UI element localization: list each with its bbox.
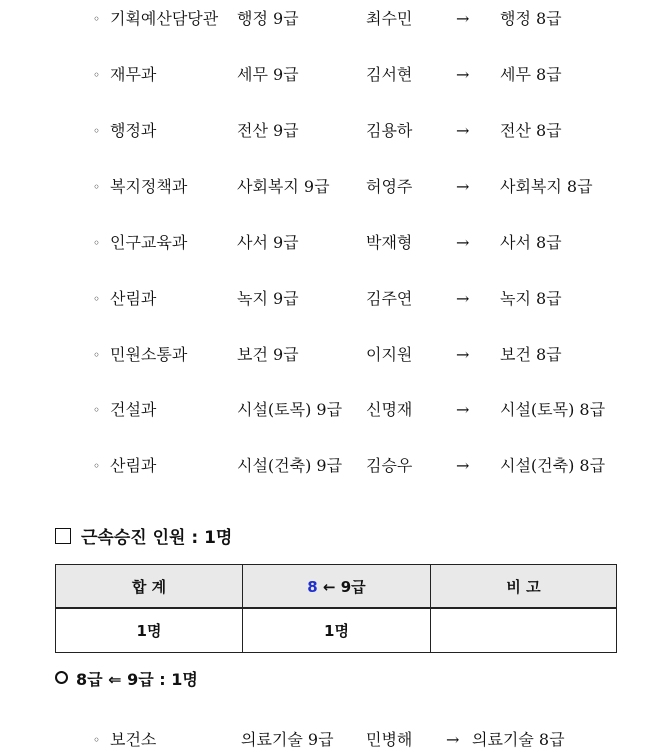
department: 인구교육과 <box>110 233 188 252</box>
bullet-icon: ◦ <box>93 459 101 473</box>
table-row <box>56 608 617 653</box>
department: 건설과 <box>110 400 157 419</box>
current-grade: 시설(토목) 9급 <box>237 400 343 419</box>
employee-name: 김주연 <box>366 289 413 308</box>
bullet-icon: ◦ <box>93 68 101 82</box>
cell-note <box>431 608 617 653</box>
new-grade: 시설(토목) 8급 <box>500 400 606 419</box>
arrow-right-icon: → <box>456 9 470 28</box>
arrow-right-icon: → <box>456 289 470 308</box>
new-grade: 세무 8급 <box>500 65 562 84</box>
employee-name: 최수민 <box>366 9 413 28</box>
circle-bullet-icon <box>55 671 68 684</box>
current-grade: 보건 9급 <box>237 345 299 364</box>
bullet-icon: ◦ <box>93 292 101 306</box>
department: 복지정책과 <box>110 177 188 196</box>
arrow-right-icon: → <box>456 456 470 475</box>
arrow-right-icon: → <box>456 177 470 196</box>
header-note: 비 고 <box>431 565 617 609</box>
table-header-row <box>56 565 617 609</box>
employee-name: 김서현 <box>366 65 413 84</box>
current-grade: 의료기술 9급 <box>241 730 334 749</box>
header-grade <box>243 565 431 609</box>
current-grade: 행정 9급 <box>237 9 299 28</box>
bullet-icon: ◦ <box>93 124 101 138</box>
current-grade: 사회복지 9급 <box>237 177 330 196</box>
employee-name: 이지원 <box>366 345 413 364</box>
new-grade: 의료기술 8급 <box>472 730 565 749</box>
arrow-right-icon: → <box>456 345 470 364</box>
employee-name: 박재형 <box>366 233 413 252</box>
bullet-icon: ◦ <box>93 12 101 26</box>
summary-table <box>55 564 617 653</box>
new-grade: 행정 8급 <box>500 9 562 28</box>
new-grade: 보건 8급 <box>500 345 562 364</box>
bullet-icon: ◦ <box>93 733 101 747</box>
arrow-right-icon: → <box>456 400 470 419</box>
header-total: 합 계 <box>56 565 243 609</box>
bullet-icon: ◦ <box>93 403 101 417</box>
new-grade: 사서 8급 <box>500 233 562 252</box>
bullet-icon: ◦ <box>93 236 101 250</box>
bullet-icon: ◦ <box>93 180 101 194</box>
arrow-right-icon: → <box>446 730 460 749</box>
department: 행정과 <box>110 121 157 140</box>
arrow-right-icon: → <box>456 121 470 140</box>
header-grade-highlight: 8 <box>307 577 318 596</box>
employee-name: 김승우 <box>366 456 413 475</box>
cell-total: 1명 <box>56 608 243 653</box>
current-grade: 전산 9급 <box>237 121 299 140</box>
section-heading <box>55 525 232 551</box>
department: 보건소 <box>110 730 157 749</box>
subsection-heading <box>55 667 198 693</box>
employee-name: 김용하 <box>366 121 413 140</box>
current-grade: 시설(건축) 9급 <box>237 456 343 475</box>
department: 민원소통과 <box>110 345 188 364</box>
new-grade: 시설(건축) 8급 <box>500 456 606 475</box>
arrow-right-icon: → <box>456 233 470 252</box>
department: 기획예산담당관 <box>110 9 219 28</box>
cell-grade: 1명 <box>243 608 431 653</box>
department: 산림과 <box>110 456 157 475</box>
department: 재무과 <box>110 65 157 84</box>
current-grade: 사서 9급 <box>237 233 299 252</box>
current-grade: 세무 9급 <box>237 65 299 84</box>
employee-name: 민병해 <box>366 730 413 749</box>
new-grade: 사회복지 8급 <box>500 177 593 196</box>
new-grade: 전산 8급 <box>500 121 562 140</box>
department: 산림과 <box>110 289 157 308</box>
checkbox-square-icon <box>55 528 71 544</box>
employee-name: 신명재 <box>366 400 413 419</box>
new-grade: 녹지 8급 <box>500 289 562 308</box>
current-grade: 녹지 9급 <box>237 289 299 308</box>
header-grade-rest: ← 9급 <box>317 577 366 596</box>
bullet-icon: ◦ <box>93 348 101 362</box>
arrow-right-icon: → <box>456 65 470 84</box>
subsection-heading-text: 8급 ⇐ 9급 : 1명 <box>76 670 198 689</box>
employee-name: 허영주 <box>366 177 413 196</box>
section-heading-text: 근속승진 인원 : 1명 <box>81 528 233 548</box>
